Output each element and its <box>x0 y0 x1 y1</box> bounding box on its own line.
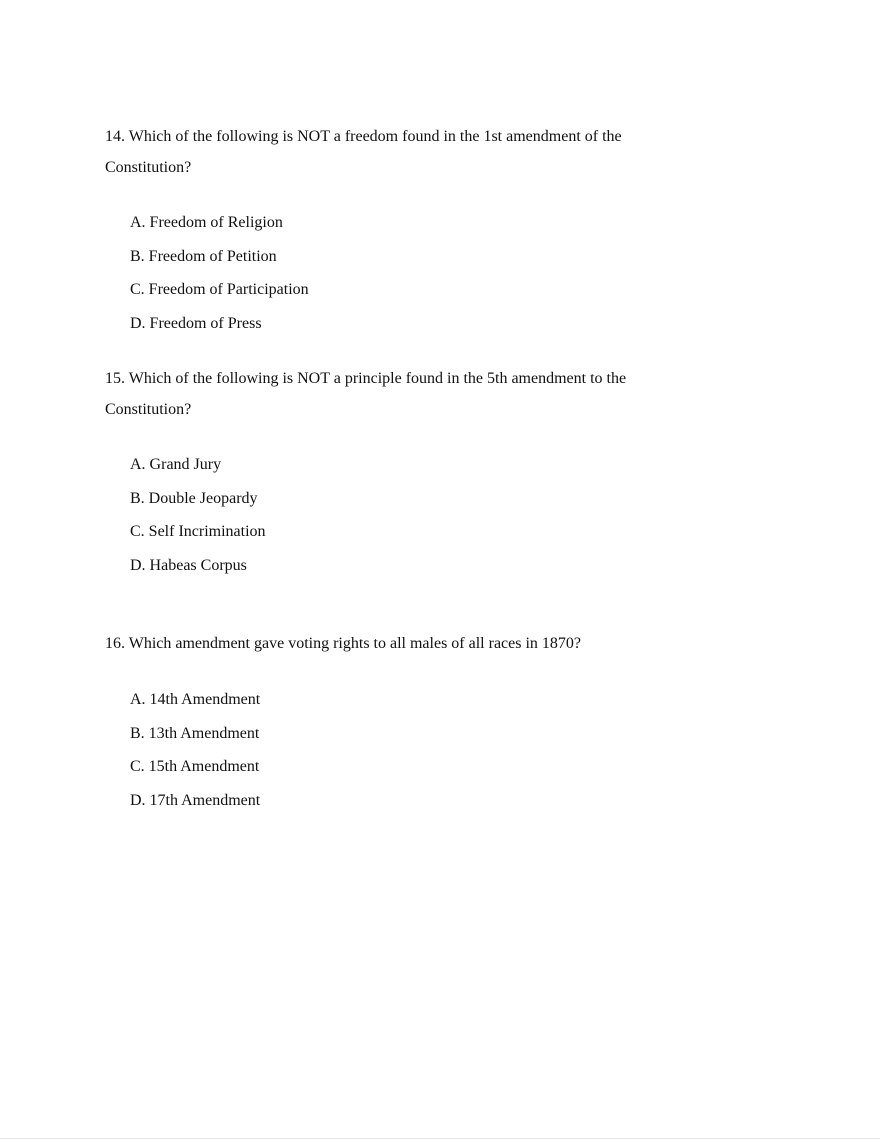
option-b: B. Double Jeopardy <box>130 489 258 507</box>
option-c: C. 15th Amendment <box>130 758 260 775</box>
question-16 <box>105 628 705 824</box>
question-14 <box>105 121 705 347</box>
option-b: B. Freedom of Petition <box>130 247 277 265</box>
option-d: D. Habeas Corpus <box>130 556 247 574</box>
option-a: A. Grand Jury <box>130 456 222 473</box>
option-d: D. 17th Amendment <box>130 791 261 809</box>
question-text: 15. Which of the following is NOT a principle found in the 5th amendment to the Constitution? <box>105 370 627 418</box>
question-text: 16. Which amendment gave voting rights to all males of all races in 1870? <box>105 635 582 652</box>
question-15 <box>105 363 705 589</box>
answer-options <box>105 455 705 589</box>
answer-options <box>105 690 705 824</box>
option-c: C. Freedom of Participation <box>130 281 309 298</box>
option-c: C. Self Incrimination <box>130 523 266 540</box>
option-a: A. 14th Amendment <box>130 691 261 708</box>
option-b: B. 13th Amendment <box>130 724 260 742</box>
answer-options <box>105 213 705 347</box>
option-a: A. Freedom of Religion <box>130 214 283 231</box>
option-d: D. Freedom of Press <box>130 314 262 332</box>
question-text: 14. Which of the following is NOT a freedom found in the 1st amendment of the Constitution? <box>105 128 622 176</box>
